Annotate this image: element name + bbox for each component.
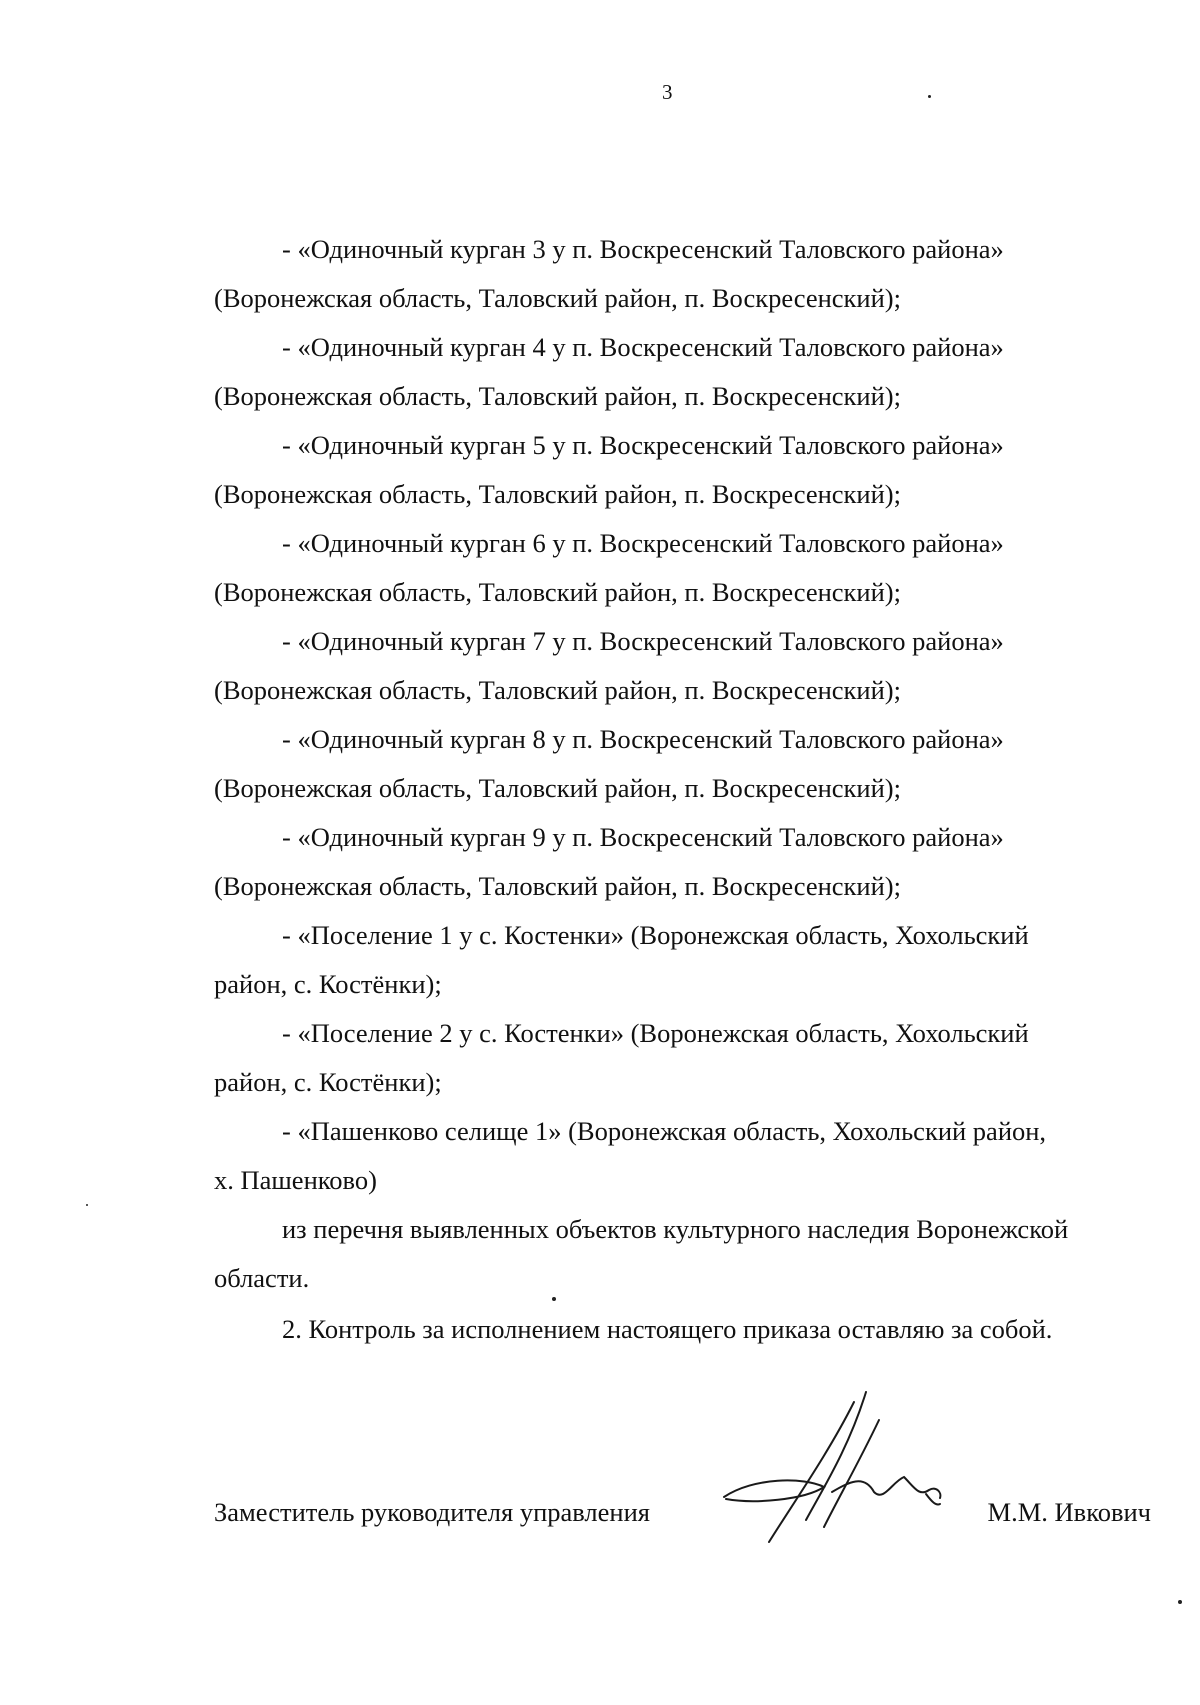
object-item-line-2: (Воронежская область, Таловский район, п. Воскресенский); xyxy=(214,479,901,509)
signatory-title: Заместитель руководителя управления xyxy=(214,1497,650,1527)
object-item-line-2: (Воронежская область, Таловский район, п. Воскресенский); xyxy=(214,381,901,411)
object-item-continuation xyxy=(214,862,1151,911)
document-body xyxy=(214,225,1151,1354)
object-list xyxy=(214,225,1151,1205)
handwritten-signature xyxy=(714,1382,954,1552)
object-item xyxy=(214,813,1151,862)
object-item xyxy=(214,715,1151,764)
object-item-continuation xyxy=(214,764,1151,813)
closing-line-2: области. xyxy=(214,1263,310,1293)
signatory-name: М.М. Ивкович xyxy=(987,1497,1151,1527)
object-item-line-2: район, с. Костёнки); xyxy=(214,969,442,999)
object-item-line-1: - «Одиночный курган 8 у п. Воскресенский Таловского района» xyxy=(282,724,1004,754)
object-item-line-2: район, с. Костёнки); xyxy=(214,1067,442,1097)
object-item-line-2: (Воронежская область, Таловский район, п. Воскресенский); xyxy=(214,773,901,803)
object-item xyxy=(214,911,1151,960)
object-item-continuation xyxy=(214,568,1151,617)
object-item-line-1: - «Одиночный курган 4 у п. Воскресенский Таловского района» xyxy=(282,332,1004,362)
object-item-line-2: (Воронежская область, Таловский район, п. Воскресенский); xyxy=(214,283,901,313)
object-item-continuation xyxy=(214,372,1151,421)
closing-paragraph-end xyxy=(214,1254,1151,1303)
object-item xyxy=(214,519,1151,568)
object-item xyxy=(214,421,1151,470)
object-item-continuation xyxy=(214,1156,1151,1205)
object-item-continuation xyxy=(214,960,1151,1009)
signature-block xyxy=(214,1462,1151,1542)
scan-speck xyxy=(928,95,931,98)
object-item xyxy=(214,225,1151,274)
object-item-line-2: (Воронежская область, Таловский район, п. Воскресенский); xyxy=(214,675,901,705)
object-item-line-1: - «Одиночный курган 9 у п. Воскресенский Таловского района» xyxy=(282,822,1004,852)
object-item xyxy=(214,323,1151,372)
object-item-line-2: х. Пашенково) xyxy=(214,1165,377,1195)
object-item-line-1: - «Поселение 2 у с. Костенки» (Воронежская область, Хохольский xyxy=(282,1018,1029,1048)
scan-speck xyxy=(1178,1600,1182,1604)
object-item-line-2: (Воронежская область, Таловский район, п. Воскресенский); xyxy=(214,577,901,607)
object-item xyxy=(214,1009,1151,1058)
object-item-continuation xyxy=(214,666,1151,715)
scan-speck xyxy=(552,1297,556,1301)
object-item-line-1: - «Одиночный курган 6 у п. Воскресенский Таловского района» xyxy=(282,528,1004,558)
object-item-continuation xyxy=(214,274,1151,323)
object-item xyxy=(214,1107,1151,1156)
clause-2-text: 2. Контроль за исполнением настоящего приказа оставляю за собой. xyxy=(282,1314,1053,1344)
object-item-line-1: - «Пашенково селище 1» (Воронежская область, Хохольский район, xyxy=(282,1116,1047,1146)
object-item-continuation xyxy=(214,470,1151,519)
object-item xyxy=(214,617,1151,666)
closing-line-1: из перечня выявленных объектов культурного наследия Воронежской xyxy=(282,1214,1069,1244)
object-item-line-2: (Воронежская область, Таловский район, п. Воскресенский); xyxy=(214,871,901,901)
closing-paragraph xyxy=(214,1205,1151,1254)
object-item-line-1: - «Поселение 1 у с. Костенки» (Воронежская область, Хохольский xyxy=(282,920,1029,950)
object-item-line-1: - «Одиночный курган 7 у п. Воскресенский Таловского района» xyxy=(282,626,1004,656)
scan-speck xyxy=(86,1204,88,1206)
object-item-line-1: - «Одиночный курган 5 у п. Воскресенский Таловского района» xyxy=(282,430,1004,460)
object-item-line-1: - «Одиночный курган 3 у п. Воскресенский Таловского района» xyxy=(282,234,1004,264)
clause-2 xyxy=(214,1305,1151,1354)
object-item-continuation xyxy=(214,1058,1151,1107)
page-number: 3 xyxy=(662,80,673,104)
